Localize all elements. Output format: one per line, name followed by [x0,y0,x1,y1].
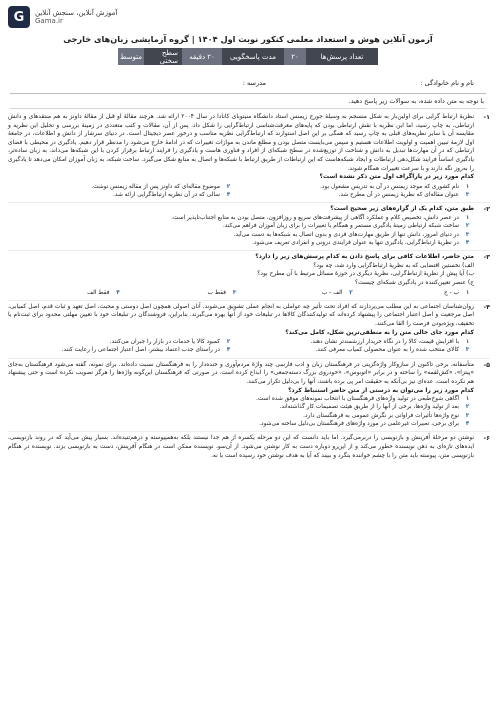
header-divider [10,93,486,94]
answer-option[interactable] [8,289,125,297]
answer-option[interactable] [8,183,235,191]
option-text: فقط ب [207,289,226,296]
option-text: در راستای جذب اعتماد بیشتر، اصل اعتبار اجتماعی را رعایت کنند. [61,347,220,354]
option-number: ۴ [465,421,470,428]
instructions-divider [10,108,486,109]
option-text: الف - ب [321,289,343,296]
option-text: با افزایش قیمت، کالا را در نگاه خریدار ارزشمندتر نشان دهند. [310,339,459,346]
answer-option[interactable] [8,420,474,428]
gama-logo-icon: G [8,6,30,28]
option-number: ۱ [465,289,470,296]
answer-option[interactable] [241,289,358,297]
answer-option[interactable] [247,338,474,346]
meta-duration-label: مدت پاسخگویی [222,48,284,65]
option-text: در عصر دانش، تخصیص کلام و عملکرد آگاهی از پیشرفت‌های سریع و روزافزون، متصل بودن به منابع اجتناب‌ناپذیر است. [171,214,459,221]
option-text: عنوان مقاله‌ای که نظریهٔ زیمنس در آن مطرح شد. [338,192,459,199]
meta-question-count-value: ۲۰ [284,48,306,65]
exam-meta-bar [118,48,378,65]
question-divider [8,250,490,251]
answer-option[interactable] [8,412,474,420]
option-number: ۱ [465,183,470,190]
option-text: سالی که در آن نظریه ارتباط‌گرایی ارائه شد. [113,192,220,199]
exam-title: آزمون آنلاین هوش و استعداد معلمی کنکور نوبت اول ۱۴۰۴ | گروه آزمایشی زبان‌های خارجی [63,34,433,44]
question-subitem: الف) نخستین اقتضایی که به نظریهٔ ارتباط‌گرایی وارد شد، چه بود؟ [313,262,474,269]
option-text: کالای منتخب شده را به عنوان محصولی کمیاب معرفی کنند. [315,347,459,354]
answer-option[interactable] [8,338,235,346]
questions-list [8,113,490,463]
option-text: نام کشوری که موجد زیمنس در آن به تدریس مشغول بود. [320,183,459,190]
question-divider [8,358,490,359]
option-text: موضوع مقاله‌ای که داونز پس از مقاله زیمنس نوشت. [91,183,220,190]
options-list [8,395,474,428]
option-text: آگاهی شوخ‌طبعی در تولید واژه‌های فرهنگستان با انتخاب نمونه‌های موفق شده است. [256,396,459,403]
question-prompt: کدام مورد زیر را می‌توان به درستی از متن حاضر استنباط کرد؟ [288,386,474,394]
option-number: ۳ [232,289,237,296]
option-number: ۲ [226,183,231,190]
option-number: ۲ [226,339,231,346]
question-subitem: ب) آیا پیش از نظریهٔ ارتباط‌گرایی، نظریهٔ دیگری در حوزهٔ مسائل مرتبط با آن مطرح بود؟ [257,271,474,278]
question-number: ۲- [483,205,490,214]
question-block [8,361,490,429]
answer-option[interactable] [125,289,242,297]
answer-option[interactable] [8,346,235,354]
question-number: ۳- [483,253,490,262]
answer-option[interactable] [8,222,474,230]
question-passage: روان‌شناسان اجتماعی به این مطلب می‌پردازند که افراد تحت تأثیر چه عواملی به انجام عملی تشویق می‌شوند. آنان اصولی همچون اصل دوستی و محبت، اصل تعهد و ثبات قدم، اصل کمیابی، اصل مرجعیت و اصل اعتبار اجتماعی را پیشنهاد کرده‌اند که تولیدکنندگان کالاها در تبلیغات خود از آنها بهره می‌گیرند. بنابراین، فروشندگان در تبلیغات خود با تعیین مهلتی محدود برای ثبت‌نام یا تخفیف، ویژه‌بودن فرصت را القا می‌کنند. [8,303,474,327]
question-prompt: کدام مورد زیر در پاراگراف اول متن ذکر نشده است؟ [319,173,474,181]
question-divider [8,431,490,432]
option-number: ۳ [465,412,470,419]
question-passage: متأسفانه، برخی تاکنون از سازوکار واژه‌گزینی در فرهنگستان زبان و ادب فارسی چند واژهٔ مردم‌آوری و خنده‌دار را به فرهنگستان نسبت داده‌اند. برای نمونه، گفته می‌شود فرهنگستان به‌جای «پیتزا»، «کش‌لقمه» را ساخته و در برابر «اتوبوس»، «خودروی بزرگ دسته‌جمعی» را ابداع کرده است. در صورتی که فرهنگستان این‌گونه واژه‌ها را هرگز تصویب نکرده است و حتی پیشنهاد هم نکرده است. عده‌ای نیز بی‌آنکه به حقیقت امر پی برده باشند، آنها را بی‌دلیل تکرار می‌کنند. [8,361,474,385]
meta-duration-value: ۲۰ دقیقه [182,48,222,65]
option-number: ۱ [465,396,470,403]
student-info-row [0,79,496,93]
option-text: فقط الف [87,289,110,296]
option-number: ۲ [465,223,470,230]
options-list [8,214,474,247]
question-prompt: کدام مورد جای خالی متن را به منطقی‌ترین شکل، کامل می‌کند؟ [285,328,474,336]
option-text: بعد از تولید واژه‌ها، برخی از آنها را از طریق هیئت تصمیمات کار گذاشته‌اند. [279,404,459,411]
student-school-label: مدرسه : [242,79,266,87]
option-number: ۳ [465,231,470,238]
answer-option[interactable] [8,395,474,403]
option-number: ۲ [465,404,470,411]
student-name-label: نام و نام خانوادگی : [420,79,474,87]
option-text: نوع واژه‌ها تأثیرات فراوانی بر نگرش عمومی به فرهنگستان دارد. [303,412,459,419]
option-text: در نظریهٔ ارتباط‌گرایی، یادگیری تنها به عنوان فرایندی درونی و انفرادی تعریف می‌شود. [252,239,459,246]
question-divider [8,300,490,301]
question-block [8,113,490,199]
options-grid [8,338,474,355]
option-number: ۱ [465,214,470,221]
brand-title: آموزش آنلاین، سنجش آنلاین [35,8,118,17]
answer-option[interactable] [358,289,475,297]
answer-option[interactable] [247,191,474,199]
question-divider [8,202,490,203]
answer-option[interactable] [8,191,235,199]
option-text: ب - ج [444,289,459,296]
option-text: کمبود کالا یا خدمات در بازار را جبران می‌کنند. [109,339,220,346]
answer-option[interactable] [8,231,474,239]
question-number: ۴- [483,302,490,311]
meta-difficulty-label: سطح سختی [144,48,182,65]
question-block [8,205,490,247]
option-number: ۲ [349,289,353,296]
option-text: ساخت شبکه ارتباطی زمینهٔ یادگیری مستمر و همگام با تغییرات را برای زبان آموزان فراهم می‌کند. [222,223,459,230]
answer-option[interactable] [8,214,474,222]
answer-option[interactable] [8,403,474,411]
question-prompt: متن حاضر، اطلاعات کافی برای پاسخ دادن به کدام پرسش‌های زیر را دارد؟ [255,253,474,261]
question-prompt: طبق متن، کدام یک از گزاره‌های زیر صحیح است؟ [330,205,474,213]
option-number: ۴ [465,239,470,246]
brand-url[interactable]: Gama.ir [35,17,63,25]
question-passage: نوشتن دو مرحلهٔ آفرینش و بازنویسی را دربرمی‌گیرد. اما باید دانست که این دو مرحله یکسره از هم جدا نیستند بلکه به‌همپیوسته و درهم‌تنیده‌اند. بسیار پیش می‌آید که در روند بازنویسی، ایده‌های تازه‌ای به ذهن نویسنده خطور می‌کند و از این‌رو دوباره دست به کار نوشتن می‌شود. از آن‌سو، نویسنده ممکن است در هنگام آفرینش، دست به بازنویسی بزند. نویسنده در هنگام بازنویسی متن، پیوسته باید متن را با چشم خواننده بنگرد و ببیند که آیا به هدف نوشتن خود رسیده است یا نه. [8,435,474,459]
instructions-text: با توجه به متن داده شده، به سوالات زیر پاسخ دهید. [348,98,484,105]
question-number: ۱- [483,113,490,121]
option-text: در دنیای امروز، دانش تنها از طریق مهارت‌های فردی و بدون اتصال به شبکه‌ها به دست می‌آید. [233,231,459,238]
question-number: ۵- [483,360,490,369]
option-number: ۴ [116,289,120,296]
question-block [8,303,490,355]
option-number: ۴ [226,347,231,354]
option-number: ۱ [465,339,470,346]
question-number: ۶- [483,434,490,443]
question-block [8,253,490,297]
option-number: ۳ [465,347,470,354]
option-number: ۴ [226,192,231,199]
question-block [8,434,490,460]
answer-option[interactable] [8,239,474,247]
answer-option[interactable] [247,183,474,191]
option-number: ۳ [465,192,470,199]
answer-option[interactable] [247,346,474,354]
question-passage: نظریهٔ ارتباط گرایی برای اولین‌بار به شکل منسجم به وسیلهٔ جورج زیمنس استاد دانشگاه منیتوبای کانادا در سال ۲۰۰۴ ارائه شد. هرچند مقالهٔ او قبل از مقالهٔ داونز به هم منتقدهای و دانش ارتباطی، به چاپ رسید، اما این نظریه با نقش ارتباطی بودن که پایه‌های معرفت‌شناسی ارتباط‌گرایی را شکل داد. پس از آن، مقالات و کتب متعددی در زمینهٔ بررسی و تحلیل این نظریه و مقایسه آن با سایر نظریه‌های قبلی به چاپ رسید که همگی بر این اصل استوارند که ارتباط‌گرایی نظریه مناسب و درخور عصر دیجیتال است. در دنیای سرشار از دانش و اطلاعات، در جامعهٔ اول لازمهٔ تبیین اهمیت و اولویت اطلاعات هستیم و سپس می‌بایست متصل بودن و مطلع ماندن به موازات تغییرات که در ادامهٔ خارج می‌شود را مدنظر قرار دهیم. یادگیری در محیطی با فضای ارتباطی که در آن مهارت‌ها تبدیل به دانش و شناخت از توزیع‌شده در سطح شبکه‌ای از افراد و فناوری هاست و یادگیری را فرایند ارتباط برقرار کردن با این شبکه‌ها می‌داند. به زبان ساده‌تر، یادگیری اساساً فرایند شکل‌دهی ارتباطات و ایجاد شبکه‌هاست که این ارتباطات از طریق ارتباط با شبکه‌ها و اتصال به منابع شکل می‌گیرد. ساخت شبکه، به زبان آموزان امکان می‌دهد تا یادگیری را به‌روز نگه دارند و با سرعت تغییرات همگام شوند. [8,114,474,172]
brand-logo[interactable] [8,6,117,28]
options-row [8,289,474,297]
options-grid [8,183,474,200]
meta-difficulty-value: متوسط [118,48,144,65]
option-text: برای برخی، تعبیرات غیرعلمی در مورد واژه‌های فرهنگستان بی‌دلیل ساخته می‌شود. [259,421,459,428]
meta-question-count-label: تعداد پرسش‌ها [306,48,378,65]
question-subitem: ج) عنصر تعیین‌کننده در یادگیری شبکه‌ای چیست؟ [355,279,474,286]
